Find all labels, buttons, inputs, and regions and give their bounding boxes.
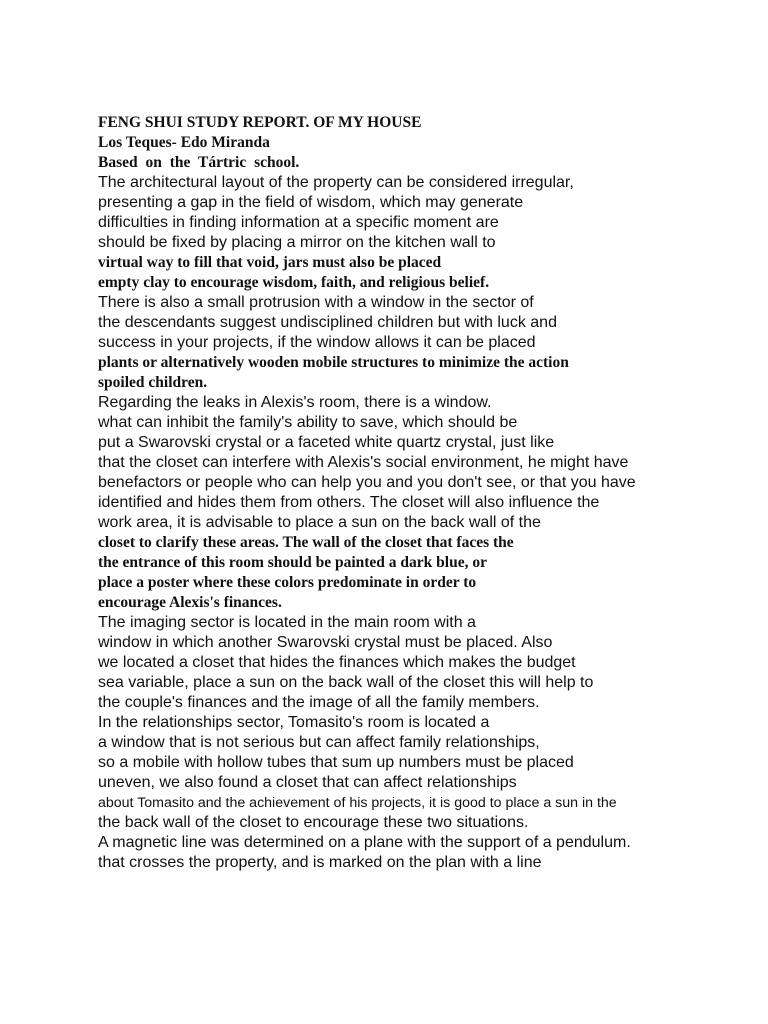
text-line: Regarding the leaks in Alexis's room, there is a window.	[98, 394, 492, 411]
text-line: that the closet can interfere with Alexis's social environment, he might have	[98, 454, 629, 471]
text-line: that crosses the property, and is marked on the plan with a line	[98, 854, 542, 871]
text-line: we located a closet that hides the finances which makes the budget	[98, 654, 576, 671]
text-line: work area, it is advisable to place a sun on the back wall of the	[98, 514, 541, 531]
text-line: encourage Alexis's finances.	[98, 594, 282, 611]
text-line: the couple's finances and the image of all the family members.	[98, 694, 540, 711]
text-line: so a mobile with hollow tubes that sum up numbers must be placed	[98, 754, 574, 771]
text-line: success in your projects, if the window allows it can be placed	[98, 334, 536, 351]
text-line: place a poster where these colors predominate in order to	[98, 574, 477, 591]
document-title: FENG SHUI STUDY REPORT. OF MY HOUSE	[98, 114, 422, 131]
text-line: There is also a small protrusion with a window in the sector of	[98, 294, 534, 311]
document-school: Based on the Tártric school.	[98, 154, 300, 171]
text-line: the back wall of the closet to encourage these two situations.	[98, 814, 529, 831]
text-line: The imaging sector is located in the main room with a	[98, 614, 476, 631]
text-line: put a Swarovski crystal or a faceted white quartz crystal, just like	[98, 434, 555, 451]
text-line: empty clay to encourage wisdom, faith, and religious belief.	[98, 274, 490, 291]
text-line: identified and hides them from others. The closet will also influence the	[98, 494, 600, 511]
text-line: window in which another Swarovski crystal must be placed. Also	[98, 634, 553, 651]
text-line: closet to clarify these areas. The wall of the closet that faces the	[98, 534, 514, 551]
text-line: the descendants suggest undisciplined children but with luck and	[98, 314, 557, 331]
text-line: presenting a gap in the field of wisdom, which may generate	[98, 194, 524, 211]
text-line: uneven, we also found a closet that can affect relationships	[98, 774, 517, 791]
text-line: benefactors or people who can help you and you don't see, or that you have	[98, 474, 636, 491]
text-line: The architectural layout of the property can be considered irregular,	[98, 174, 574, 191]
text-line: spoiled children.	[98, 374, 208, 391]
text-line: plants or alternatively wooden mobile structures to minimize the action	[98, 354, 569, 371]
text-line: A magnetic line was determined on a plane with the support of a pendulum.	[98, 834, 631, 851]
text-line: the entrance of this room should be painted a dark blue, or	[98, 554, 487, 571]
text-line: should be fixed by placing a mirror on the kitchen wall to	[98, 234, 496, 251]
text-line: virtual way to fill that void, jars must also be placed	[98, 254, 442, 271]
text-line: difficulties in finding information at a specific moment are	[98, 214, 499, 231]
text-line: about Tomasito and the achievement of his projects, it is good to place a sun in the	[98, 795, 617, 811]
document-location: Los Teques- Edo Miranda	[98, 134, 270, 151]
document-body	[98, 113, 758, 873]
text-line: sea variable, place a sun on the back wall of the closet this will help to	[98, 674, 594, 691]
text-line: In the relationships sector, Tomasito's room is located a	[98, 714, 490, 731]
text-line: what can inhibit the family's ability to save, which should be	[98, 414, 518, 431]
text-line: a window that is not serious but can affect family relationships,	[98, 734, 540, 751]
